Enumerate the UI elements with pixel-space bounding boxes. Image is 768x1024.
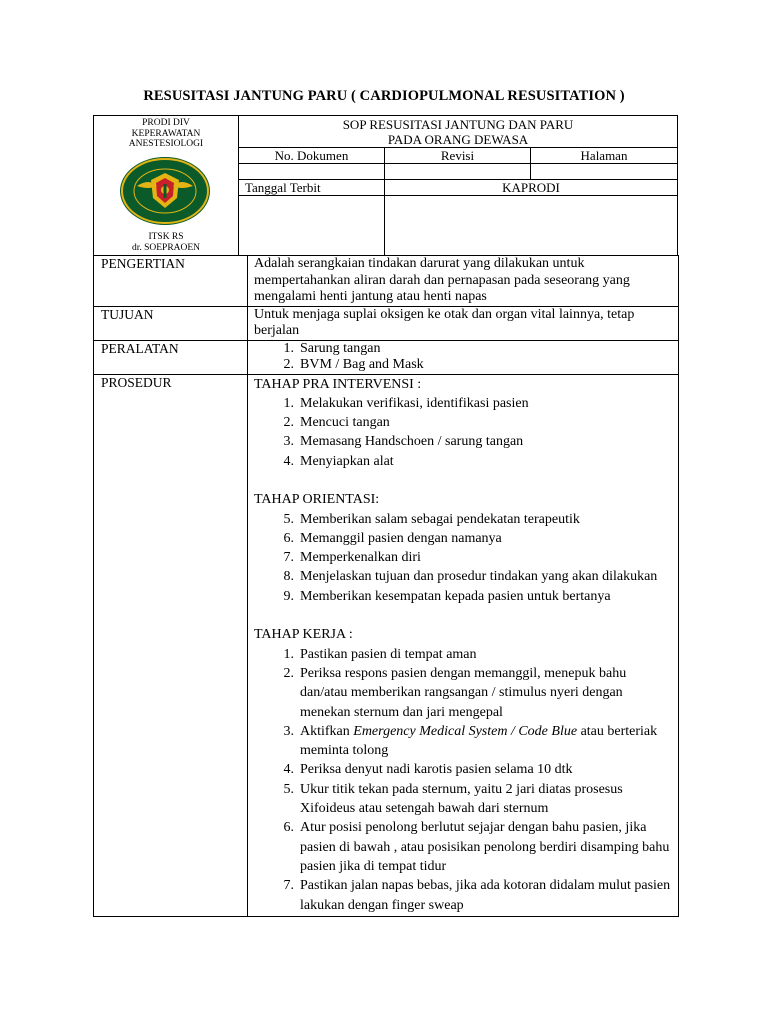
row-pengertian bbox=[94, 256, 679, 307]
tanggal-terbit-label: Tanggal Terbit bbox=[238, 179, 385, 196]
institution-logo-cell bbox=[93, 115, 239, 256]
revisi-header: Revisi bbox=[384, 147, 531, 164]
kaprodi-signature bbox=[384, 195, 678, 256]
prosedur-label: PROSEDUR bbox=[94, 374, 248, 916]
pengertian-label: PENGERTIAN bbox=[94, 256, 248, 307]
sop-info-grid bbox=[238, 115, 678, 256]
spacer bbox=[254, 471, 672, 490]
tanggal-terbit-value bbox=[238, 195, 385, 256]
list-item: 2. Mencuci tangan bbox=[283, 415, 390, 431]
sop-content-table bbox=[93, 255, 679, 917]
list-item: 1. Sarung tangan bbox=[283, 340, 381, 356]
list-item: 2. BVM / Bag and Mask bbox=[283, 357, 424, 372]
list-item: 7. Memperkenalkan diri bbox=[283, 550, 421, 566]
list-item: 4. Periksa denyut nadi karotis pasien selama 10 dtk bbox=[283, 762, 573, 778]
list-item: 7. Pastikan jalan napas bebas, jika ada kotoran didalam mulut pasien lakukan dengan finger sweap bbox=[283, 878, 671, 913]
institution-name-top: PRODI DIV KEPERAWATAN ANESTESIOLOGI bbox=[128, 118, 204, 149]
row-prosedur bbox=[94, 374, 679, 916]
institution-logo-icon bbox=[119, 156, 211, 226]
revisi-value bbox=[384, 163, 531, 180]
peralatan-label: PERALATAN bbox=[94, 340, 248, 374]
sop-header bbox=[93, 115, 678, 256]
kerja-list bbox=[254, 645, 672, 915]
sop-title-cell bbox=[238, 115, 678, 148]
kaprodi-label: KAPRODI bbox=[384, 179, 678, 196]
tahap-kerja-heading: TAHAP KERJA : bbox=[254, 627, 353, 643]
list-item: 6. Atur posisi penolong berlutut sejajar dengan bahu pasien, jika pasien di bawah , atau posisikan penolong berdiri disamping bahu pasien jika di tempat tidur bbox=[283, 820, 670, 874]
list-item: 1. Melakukan verifikasi, identifikasi pasien bbox=[283, 395, 529, 411]
orientasi-list bbox=[254, 510, 672, 606]
tujuan-label: TUJUAN bbox=[94, 306, 248, 340]
row-tujuan bbox=[94, 306, 679, 340]
sop-title-line1: SOP RESUSITASI JANTUNG DAN PARU bbox=[342, 117, 574, 132]
peralatan-list bbox=[248, 340, 679, 374]
list-item: 3. Aktifkan Emergency Medical System / Code Blue atau berteriak meminta tolong bbox=[254, 722, 672, 761]
tahap-pra-intervensi-heading: TAHAP PRA INTERVENSI : bbox=[254, 376, 422, 392]
no-dokumen-value bbox=[238, 163, 385, 180]
spacer bbox=[254, 606, 672, 625]
list-item: 9. Memberikan kesempatan kepada pasien untuk bertanya bbox=[283, 588, 611, 604]
list-item: 5. Ukur titik tekan pada sternum, yaitu 2 jari diatas prosesus Xifoideus atau setengah bawah dari sternum bbox=[283, 781, 623, 817]
list-item: 5. Memberikan salam sebagai pendekatan terapeutik bbox=[283, 511, 580, 527]
list-item: 8. Menjelaskan tujuan dan prosedur tindakan yang akan dilakukan bbox=[283, 569, 658, 585]
institution-name-bottom: ITSK RS dr. SOEPRAOEN bbox=[131, 232, 201, 253]
row-peralatan bbox=[94, 340, 679, 374]
halaman-header: Halaman bbox=[530, 147, 678, 164]
prosedur-content bbox=[248, 374, 679, 916]
list-item: 2. Periksa respons pasien dengan memanggil, menepuk bahu dan/atau memberikan rangsangan / stimulus nyeri dengan menekan sternum dan jari mengepal bbox=[283, 665, 627, 720]
tahap-orientasi-heading: TAHAP ORIENTASI: bbox=[254, 492, 380, 508]
document-title: RESUSITASI JANTUNG PARU ( CARDIOPULMONAL RESUSITATION ) bbox=[143, 88, 625, 104]
pengertian-text: Adalah serangkaian tindakan darurat yang dilakukan untuk mempertahankan aliran darah dan pernapasan pada seseorang yang mengalami henti jantung atau henti napas bbox=[248, 256, 679, 307]
list-item: 6. Memanggil pasien dengan namanya bbox=[283, 530, 502, 546]
emphasized-text: Emergency Medical System / Code Blue bbox=[353, 723, 578, 739]
pra-intervensi-list bbox=[254, 394, 672, 471]
sop-title-line2: PADA ORANG DEWASA bbox=[387, 132, 529, 147]
list-item: 3. Memasang Handschoen / sarung tangan bbox=[283, 434, 524, 450]
no-dokumen-header: No. Dokumen bbox=[238, 147, 385, 164]
list-item-text: Aktifkan Emergency Medical System / Code Blue atau berteriak meminta tolong bbox=[300, 723, 658, 759]
halaman-value bbox=[530, 163, 678, 180]
tujuan-text: Untuk menjaga suplai oksigen ke otak dan organ vital lainnya, tetap berjalan bbox=[248, 306, 679, 340]
list-item: 1. Pastikan pasien di tempat aman bbox=[283, 646, 477, 662]
list-item: 4. Menyiapkan alat bbox=[283, 453, 394, 469]
